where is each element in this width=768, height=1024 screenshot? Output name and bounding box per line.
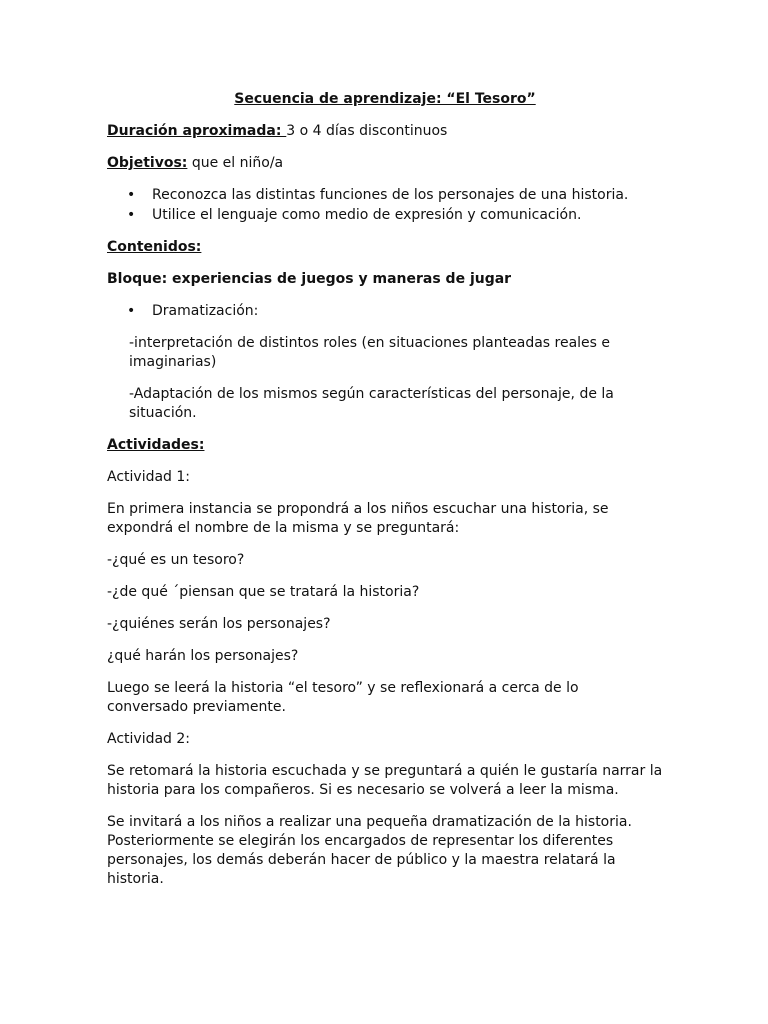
duracion-label: Duración aproximada: <box>107 123 287 139</box>
objetivos-value: que el niño/a <box>187 155 284 171</box>
body-paragraph: Luego se leerá la historia “el tesoro” y se reflexionará a cerca de lo conversado previamente. <box>107 680 579 715</box>
document-title: Secuencia de aprendizaje: “El Tesoro” <box>234 91 536 107</box>
body-paragraph: Se invitará a los niños a realizar una pequeña dramatización de la historia. Posteriormente se elegirán los encargados de representar los diferentes personajes, los demás deberán hacer de público y la maestra relatará la historia. <box>107 814 632 887</box>
duracion-value: 3 o 4 días discontinuos <box>286 123 448 139</box>
activity-heading: Actividad 1: <box>107 469 191 485</box>
list-item <box>107 302 663 321</box>
list-item <box>107 186 663 205</box>
list-item-text: Dramatización: <box>152 303 259 319</box>
duracion-line <box>107 122 663 141</box>
question-line: -¿quiénes serán los personajes? <box>107 616 331 632</box>
objetivos-label: Objetivos: <box>107 155 188 171</box>
contenidos-list <box>107 302 663 321</box>
question-line: ¿qué harán los personajes? <box>107 648 299 664</box>
activity-heading: Actividad 2: <box>107 731 191 747</box>
bullet-icon: • <box>127 187 136 203</box>
objetivos-list <box>107 186 663 225</box>
contenido-line: -interpretación de distintos roles (en situaciones planteadas reales e imaginarias) <box>129 335 611 370</box>
question-line: -¿qué es un tesoro? <box>107 552 245 568</box>
document-page <box>107 90 663 902</box>
body-paragraph: En primera instancia se propondrá a los niños escuchar una historia, se expondrá el nombre de la misma y se preguntará: <box>107 501 609 536</box>
bloque-heading: Bloque: experiencias de juegos y maneras de jugar <box>107 271 512 287</box>
question-line: -¿de qué ´piensan que se tratará la historia? <box>107 584 420 600</box>
actividades-heading: Actividades: <box>107 437 205 453</box>
body-paragraph: Se retomará la historia escuchada y se preguntará a quién le gustaría narrar la historia para los compañeros. Si es necesario se volverá a leer la misma. <box>107 763 663 798</box>
list-item <box>107 206 663 225</box>
bullet-icon: • <box>127 207 136 223</box>
bullet-icon: • <box>127 303 136 319</box>
objetivos-line <box>107 154 663 173</box>
contenido-line: -Adaptación de los mismos según características del personaje, de la situación. <box>129 386 614 421</box>
list-item-text: Utilice el lenguaje como medio de expresión y comunicación. <box>152 207 582 223</box>
contenidos-heading: Contenidos: <box>107 239 202 255</box>
list-item-text: Reconozca las distintas funciones de los personajes de una historia. <box>152 187 629 203</box>
